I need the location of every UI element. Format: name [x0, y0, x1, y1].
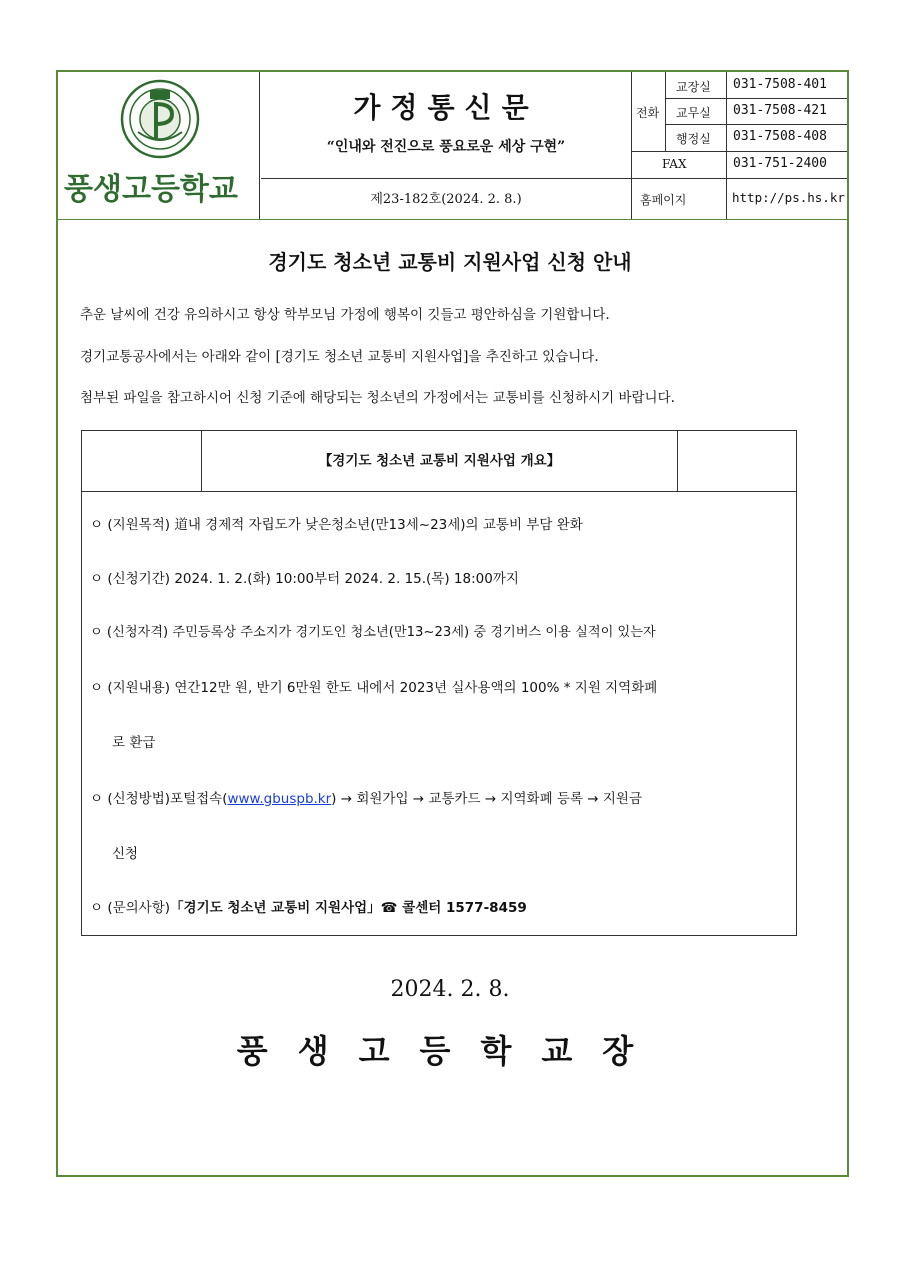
- intro-paragraph-1: 추운 날씨에 건강 유의하시고 항상 학부모님 가정에 행복이 깃들고 평안하심을 기원합니다.: [80, 307, 610, 323]
- phone-label: 전화: [636, 106, 660, 120]
- item-method: [90, 787, 642, 807]
- method-suffix: ) → 회원가입 → 교통카드 → 지역화폐 등록 → 지원금: [331, 791, 643, 807]
- homepage-link[interactable]: http://ps.hs.kr: [732, 190, 845, 205]
- contact-value-academic: 031-7508-421: [733, 103, 827, 118]
- contact-value-principal: 031-7508-401: [733, 77, 827, 92]
- item-method-cont: 신청: [112, 846, 139, 862]
- contact-label-admin: 행정실: [676, 132, 711, 146]
- school-name-logo: 풍생고등학교: [64, 172, 238, 207]
- newsletter-header: [58, 72, 847, 220]
- contact-label-academic: 교무실: [676, 106, 711, 120]
- newsletter-title: 가정통신문: [353, 91, 539, 124]
- method-prefix: ㅇ (신청방법)포털접속(: [90, 791, 228, 807]
- portal-link[interactable]: www.gbuspb.kr: [227, 791, 332, 807]
- school-logo-area: [58, 72, 260, 219]
- document-title: 경기도 청소년 교통비 지원사업 신청 안내: [268, 250, 632, 274]
- overview-box: [81, 430, 797, 936]
- fax-value: 031-751-2400: [733, 156, 827, 171]
- homepage-label: 홈페이지: [640, 193, 687, 207]
- item-eligibility: ㅇ (신청자격) 주민등록상 주소지가 경기도인 청소년(만13~23세) 중 경기버스 이용 실적이 있는자: [90, 625, 656, 640]
- item-period: ㅇ (신청기간) 2024. 1. 2.(화) 10:00부터 2024. 2. 15.(목) 18:00까지: [90, 571, 519, 587]
- overview-box-header: [82, 431, 796, 492]
- issue-number: 제23-182호(2024. 2. 8.): [370, 192, 522, 207]
- inquiry-prefix: ㅇ (문의사항): [90, 900, 171, 916]
- contact-label-principal: 교장실: [676, 80, 711, 94]
- intro-paragraph-3: 첨부된 파일을 참고하시어 신청 기준에 해당되는 청소년의 가정에서는 교통비를 신청하시기 바랍니다.: [80, 390, 675, 406]
- school-emblem-icon: [120, 78, 200, 160]
- issue-date: 2024. 2. 8.: [390, 977, 510, 1002]
- item-content: ㅇ (지원내용) 연간12만 원, 반기 6만원 한도 내에서 2023년 실사용액의 100% * 지원 지역화폐: [90, 680, 658, 696]
- item-purpose: ㅇ (지원목적) 道내 경제적 자립도가 낮은청소년(만13세~23세)의 교통비 부담 완화: [90, 517, 583, 533]
- item-content-cont: 로 환급: [112, 735, 156, 751]
- school-motto: “인내와 전진으로 풍요로운 세상 구현”: [326, 139, 566, 155]
- intro-paragraph-2: 경기교통공사에서는 아래와 같이 [경기도 청소년 교통비 지원사업]을 추진하고 있습니다.: [80, 349, 599, 365]
- item-inquiry: [90, 896, 527, 916]
- contact-value-admin: 031-7508-408: [733, 129, 827, 144]
- overview-title: 【경기도 청소년 교통비 지원사업 개요】: [201, 431, 678, 491]
- signer-name: 풍생고등학교장: [236, 1032, 664, 1070]
- inquiry-contact: 「경기도 청소년 교통비 지원사업」☎ 콜센터 1577-8459: [170, 900, 527, 916]
- fax-label: FAX: [662, 157, 687, 171]
